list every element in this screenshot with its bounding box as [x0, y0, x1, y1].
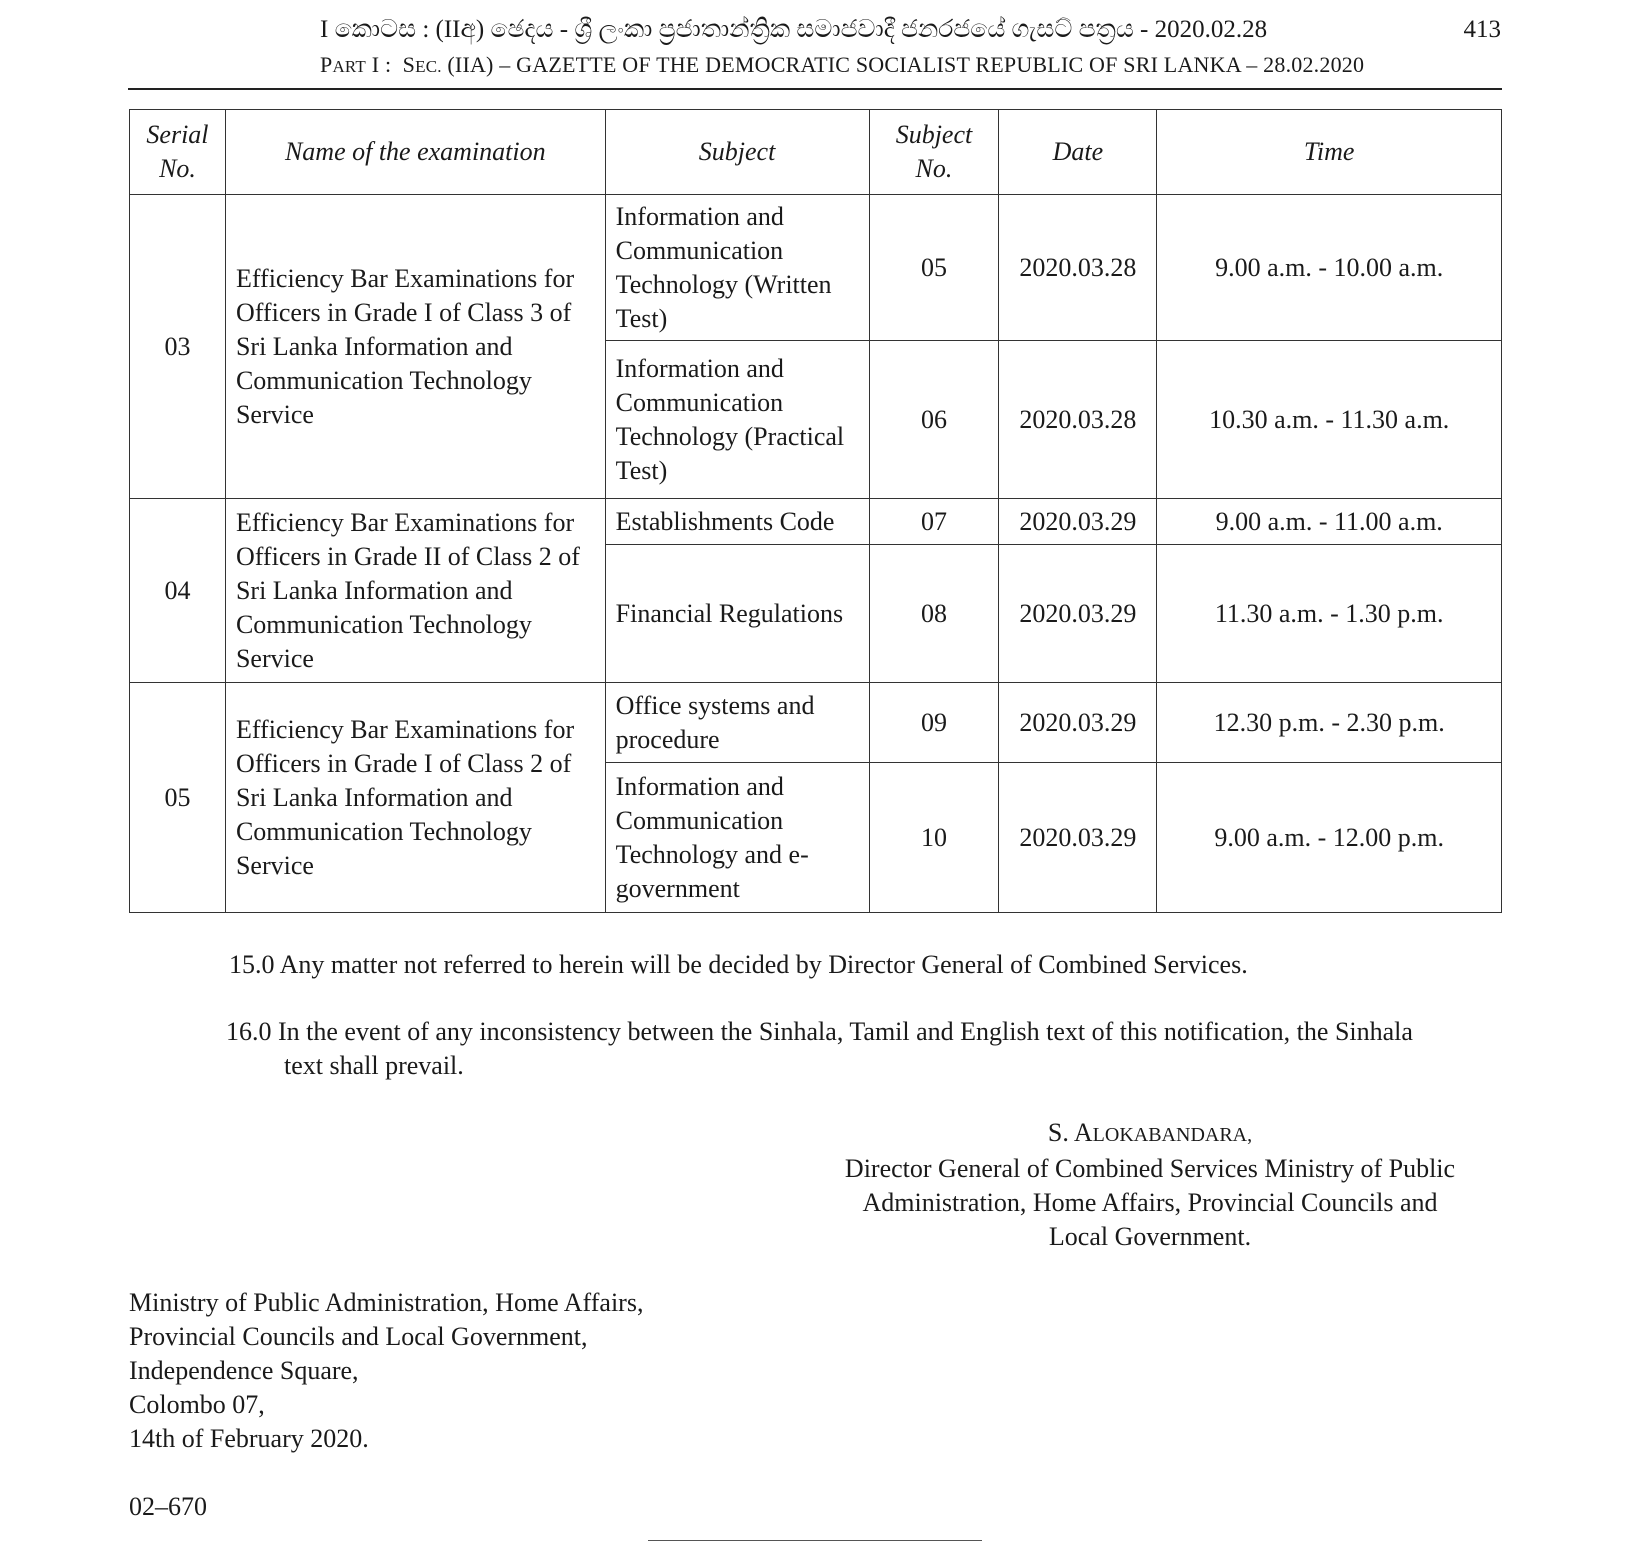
signatory-name — [810, 1116, 1490, 1152]
serial-no: 05 — [130, 683, 226, 913]
exam-time: 12.30 p.m. - 2.30 p.m. — [1157, 683, 1502, 763]
signature-block — [810, 1116, 1490, 1254]
header-exam-name: Name of the examination — [225, 110, 605, 195]
signatory-name-rest: LOKABANDARA, — [1092, 1124, 1253, 1146]
exam-name: Efficiency Bar Examinations for Officers in Grade I of Class 3 of Sri Lanka Information and Communication Technology Service — [225, 195, 605, 499]
subject-no: 06 — [869, 341, 999, 499]
exam-time: 10.30 a.m. - 11.30 a.m. — [1157, 341, 1502, 499]
exam-time: 11.30 a.m. - 1.30 p.m. — [1157, 545, 1502, 683]
address-line-4: Colombo 07, — [129, 1390, 265, 1419]
header-divider — [128, 88, 1502, 90]
exam-date: 2020.03.29 — [999, 545, 1157, 683]
table-header-row — [130, 110, 1502, 195]
header-sec-initial: S — [402, 52, 416, 77]
subject: Information and Communication Technology (Practical Test) — [605, 341, 869, 499]
reference-number: 02–670 — [129, 1492, 207, 1521]
subject-no: 08 — [869, 545, 999, 683]
address-block — [129, 1286, 643, 1456]
address-line-3: Independence Square, — [129, 1356, 359, 1385]
signatory-title-line-2: Administration, Home Affairs, Provincial Councils and — [862, 1188, 1438, 1217]
header-sinhala-line: I කොටස : (IIඅ) ඡෙදය - ශ්‍රී ලංකා ප්‍රජාතාන්ත්‍රික සමාජවාදී ජනරජයේ ගැසට් පත්‍රය - 2020.02.28 — [320, 16, 1268, 43]
address-line-1: Ministry of Public Administration, Home Affairs, — [129, 1288, 644, 1317]
exam-name: Efficiency Bar Examinations for Officers in Grade II of Class 2 of Sri Lanka Information and Communication Technology Service — [225, 499, 605, 683]
header-date: Date — [999, 110, 1157, 195]
header-part-initial: P — [320, 52, 333, 77]
header-time: Time — [1157, 110, 1502, 195]
subject-no: 10 — [869, 763, 999, 913]
header-subject: Subject — [605, 110, 869, 195]
header-part-number: I : — [366, 52, 403, 77]
signatory-title-line-3: Local Government. — [1048, 1222, 1252, 1251]
exam-date: 2020.03.29 — [999, 683, 1157, 763]
subject-no: 07 — [869, 499, 999, 545]
table-row — [130, 499, 1502, 545]
header-serial-no: Serial No. — [130, 110, 226, 195]
header-sec-rest: EC. — [415, 57, 442, 76]
table-row — [130, 195, 1502, 341]
exam-date: 2020.03.28 — [999, 195, 1157, 341]
exam-date: 2020.03.29 — [999, 499, 1157, 545]
exam-time: 9.00 a.m. - 11.00 a.m. — [1157, 499, 1502, 545]
subject-no: 05 — [869, 195, 999, 341]
subject: Information and Communication Technology (Written Test) — [605, 195, 869, 341]
address-date: 14th of February 2020. — [129, 1424, 369, 1453]
subject: Information and Communication Technology and e-government — [605, 763, 869, 913]
serial-no: 03 — [130, 195, 226, 499]
subject: Establishments Code — [605, 499, 869, 545]
subject: Office systems and procedure — [605, 683, 869, 763]
table-row — [130, 683, 1502, 763]
footer-divider — [648, 1540, 982, 1541]
page-number: 413 — [1463, 16, 1501, 43]
signatory-title-line-1: Director General of Combined Services Ministry of Public — [844, 1154, 1456, 1183]
header-english-rest: (IIA) – GAZETTE OF THE DEMOCRATIC SOCIALIST REPUBLIC OF SRI LANKA – 28.02.2020 — [441, 52, 1365, 77]
paragraph-16-line-2: text shall prevail. — [284, 1051, 464, 1080]
header-english-line — [320, 52, 1420, 78]
exam-date: 2020.03.29 — [999, 763, 1157, 913]
address-line-2: Provincial Councils and Local Government, — [129, 1322, 588, 1351]
exam-time: 9.00 a.m. - 12.00 p.m. — [1157, 763, 1502, 913]
exam-name: Efficiency Bar Examinations for Officers in Grade I of Class 2 of Sri Lanka Information and Communication Technology Service — [225, 683, 605, 913]
subject: Financial Regulations — [605, 545, 869, 683]
exam-time: 9.00 a.m. - 10.00 a.m. — [1157, 195, 1502, 341]
subject-no: 09 — [869, 683, 999, 763]
paragraph-16-line-1: 16.0 In the event of any inconsistency between the Sinhala, Tamil and English text of this notification, the Sinhala — [226, 1017, 1413, 1046]
signatory-initial: S. A — [1047, 1118, 1093, 1147]
header-subject-no: Subject No. — [869, 110, 999, 195]
paragraph-15: 15.0 Any matter not referred to herein will be decided by Director General of Combined Services. — [229, 950, 1248, 979]
header-part-rest: ART — [332, 57, 367, 76]
serial-no: 04 — [130, 499, 226, 683]
examination-schedule-table — [129, 109, 1502, 913]
exam-date: 2020.03.28 — [999, 341, 1157, 499]
